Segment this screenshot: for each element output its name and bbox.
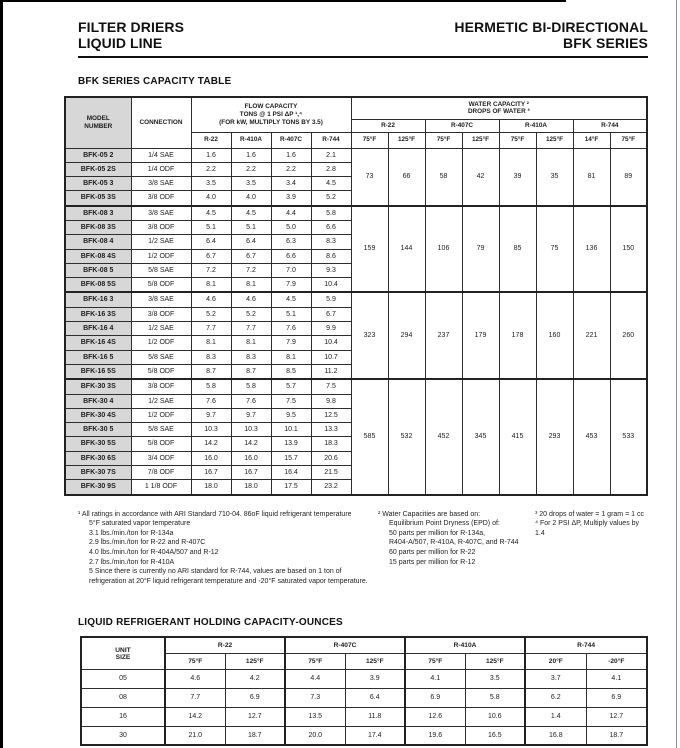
- flow-value-cell: 16.0: [191, 451, 231, 465]
- flow-value-cell: 23.2: [311, 480, 351, 495]
- capacity-row: [65, 292, 647, 307]
- flow-value-cell: 6.4: [191, 235, 231, 249]
- holding-row: [81, 669, 647, 688]
- flow-value-cell: 4.5: [271, 292, 311, 307]
- footnote-line: 2.9 lbs./min./ton for R-22 and R-407C: [89, 539, 206, 547]
- water-value-cell: 160: [536, 292, 573, 379]
- footnote-2: [378, 510, 535, 587]
- flow-value-cell: 5.8: [231, 379, 271, 394]
- col-header-temp-6: 125°F: [536, 132, 573, 148]
- water-value-cell: 178: [499, 292, 536, 379]
- doc-title: [78, 20, 184, 51]
- water-value-cell: 532: [388, 379, 425, 494]
- flow-value-cell: 16.0: [231, 451, 271, 465]
- water-value-cell: 452: [425, 379, 462, 494]
- model-number-cell: BFK-08 5: [65, 263, 131, 277]
- holding-value-cell: 3.9: [345, 669, 405, 688]
- page-top-edge: [0, 0, 566, 2]
- holding-value-cell: 14.2: [165, 707, 225, 726]
- connection-cell: 3/8 ODF: [131, 379, 191, 394]
- col-header-temp-5: 75°F: [499, 132, 536, 148]
- holding-value-cell: 18.7: [586, 726, 647, 745]
- water-value-cell: 533: [610, 379, 647, 494]
- connection-cell: 3/4 ODF: [131, 451, 191, 465]
- hold-temp-6: 125°F: [465, 653, 525, 669]
- model-number-cell: BFK-16 5S: [65, 364, 131, 379]
- footnote-line: 15 parts per million for R-12: [389, 558, 476, 566]
- water-header-line2: DROPS OF WATER ³: [467, 108, 530, 116]
- holding-value-cell: 4.2: [225, 669, 285, 688]
- holding-value-cell: 19.6: [405, 726, 465, 745]
- hold-temp-2: 125°F: [225, 653, 285, 669]
- hold-temp-5: 75°F: [405, 653, 465, 669]
- col-header-flow-r744: R-744: [311, 132, 351, 148]
- holding-value-cell: 4.1: [586, 669, 647, 688]
- flow-value-cell: 16.4: [271, 466, 311, 480]
- holding-row: [81, 726, 647, 745]
- holding-value-cell: 10.6: [465, 707, 525, 726]
- flow-value-cell: 9.9: [311, 322, 351, 336]
- flow-value-cell: 6.7: [191, 249, 231, 263]
- hold-temp-4: 125°F: [345, 653, 405, 669]
- connection-cell: 1/2 SAE: [131, 235, 191, 249]
- capacity-table-title: BFK SERIES CAPACITY TABLE: [78, 76, 232, 87]
- holding-value-cell: 4.4: [285, 669, 345, 688]
- flow-value-cell: 5.2: [231, 307, 271, 321]
- model-number-cell: BFK-16 5: [65, 350, 131, 364]
- col-header-model-number: [65, 97, 131, 148]
- water-value-cell: 293: [536, 379, 573, 494]
- col-header-flow-r410a: R-410A: [231, 132, 271, 148]
- holding-value-cell: 20.0: [285, 726, 345, 745]
- connection-cell: 3/8 SAE: [131, 292, 191, 307]
- col-group-flow-capacity: [191, 97, 351, 132]
- flow-value-cell: 10.4: [311, 278, 351, 293]
- flow-value-cell: 20.6: [311, 451, 351, 465]
- flow-value-cell: 8.5: [271, 364, 311, 379]
- flow-value-cell: 4.5: [231, 206, 271, 221]
- flow-value-cell: 5.2: [191, 307, 231, 321]
- connection-cell: 1/2 ODF: [131, 408, 191, 422]
- water-value-cell: 35: [536, 148, 573, 206]
- flow-value-cell: 5.9: [311, 292, 351, 307]
- flow-value-cell: 7.0: [271, 263, 311, 277]
- flow-value-cell: 7.7: [231, 322, 271, 336]
- footnote-line: 2.7 lbs./min./ton for R-410A: [89, 558, 175, 566]
- model-number-cell: BFK-16 3S: [65, 307, 131, 321]
- holding-value-cell: 16.8: [525, 726, 586, 745]
- connection-cell: 1 1/8 ODF: [131, 480, 191, 495]
- col-header-flow-r22: R-22: [191, 132, 231, 148]
- holding-value-cell: 7.3: [285, 688, 345, 707]
- model-number-cell: BFK-30 5: [65, 423, 131, 437]
- connection-cell: 3/8 SAE: [131, 177, 191, 191]
- col-header-temp-8: 75°F: [610, 132, 647, 148]
- col-header-connection: CONNECTION: [131, 97, 191, 148]
- model-number-cell: BFK-30 4: [65, 394, 131, 408]
- col-header-temp-4: 125°F: [462, 132, 499, 148]
- connection-cell: 7/8 ODF: [131, 466, 191, 480]
- flow-value-cell: 2.1: [311, 148, 351, 162]
- flow-value-cell: 6.6: [271, 249, 311, 263]
- footnotes-3-4: [535, 510, 648, 587]
- water-value-cell: 66: [388, 148, 425, 206]
- footnote-line: 5°F saturated vapor temperature: [89, 520, 191, 528]
- holding-value-cell: 12.7: [225, 707, 285, 726]
- flow-value-cell: 6.3: [271, 235, 311, 249]
- col-header-flow-r407c: R-407C: [271, 132, 311, 148]
- model-number-cell: BFK-30 4S: [65, 408, 131, 422]
- footnote-line: Equilibrium Point Dryness (EPD) of:: [389, 520, 500, 528]
- holding-value-cell: 4.6: [165, 669, 225, 688]
- flow-value-cell: 14.2: [231, 437, 271, 451]
- col-header-hold-r410a: R-410A: [405, 637, 525, 653]
- flow-value-cell: 7.6: [191, 394, 231, 408]
- unit-size-cell: 05: [81, 669, 165, 688]
- flow-value-cell: 8.1: [191, 336, 231, 350]
- capacity-row: [65, 379, 647, 394]
- footnote-line: ² Water Capacities are based on:: [378, 510, 481, 518]
- flow-value-cell: 10.3: [191, 423, 231, 437]
- col-header-water-r407c: R-407C: [425, 119, 499, 132]
- holding-capacity-table: [80, 636, 648, 746]
- flow-value-cell: 3.5: [191, 177, 231, 191]
- hold-temp-3: 75°F: [285, 653, 345, 669]
- flow-value-cell: 13.9: [271, 437, 311, 451]
- holding-value-cell: 13.5: [285, 707, 345, 726]
- flow-value-cell: 2.2: [231, 162, 271, 176]
- flow-value-cell: 7.7: [191, 322, 231, 336]
- flow-value-cell: 7.6: [271, 322, 311, 336]
- holding-value-cell: 21.0: [165, 726, 225, 745]
- model-number-cell: BFK-05 2: [65, 148, 131, 162]
- flow-value-cell: 3.4: [271, 177, 311, 191]
- flow-value-cell: 5.1: [191, 220, 231, 234]
- connection-cell: 5/8 ODF: [131, 364, 191, 379]
- flow-value-cell: 4.5: [191, 206, 231, 221]
- holding-value-cell: 18.7: [225, 726, 285, 745]
- water-value-cell: 58: [425, 148, 462, 206]
- footnote-line: 60 parts per million for R-22: [389, 549, 476, 556]
- holding-value-cell: 3.7: [525, 669, 586, 688]
- flow-value-cell: 8.3: [231, 350, 271, 364]
- flow-value-cell: 7.2: [191, 263, 231, 277]
- model-number-cell: BFK-05 3S: [65, 191, 131, 206]
- flow-value-cell: 5.2: [311, 191, 351, 206]
- water-value-cell: 106: [425, 206, 462, 293]
- flow-value-cell: 11.2: [311, 364, 351, 379]
- col-header-water-r410a: R-410A: [499, 119, 573, 132]
- flow-value-cell: 8.7: [191, 364, 231, 379]
- footnote-line: 5 Since there is currently no ARI standard for R-744, values are based on 1 ton of: [89, 568, 342, 576]
- datasheet-page: [78, 20, 648, 746]
- flow-value-cell: 1.6: [231, 148, 271, 162]
- flow-value-cell: 17.5: [271, 480, 311, 495]
- flow-value-cell: 10.7: [311, 350, 351, 364]
- holding-value-cell: 4.1: [405, 669, 465, 688]
- water-value-cell: 294: [388, 292, 425, 379]
- water-value-cell: 42: [462, 148, 499, 206]
- flow-value-cell: 4.4: [271, 206, 311, 221]
- footnote-line: ¹ All ratings in accordance with ARI Standard 710-04. 86oF liquid refrigerant temperature: [78, 510, 352, 518]
- flow-value-cell: 2.2: [191, 162, 231, 176]
- model-number-cell: BFK-30 3S: [65, 379, 131, 394]
- connection-cell: 5/8 ODF: [131, 278, 191, 293]
- page-left-edge: [0, 0, 3, 748]
- water-value-cell: 415: [499, 379, 536, 494]
- capacity-row: [65, 206, 647, 221]
- connection-cell: 1/2 ODF: [131, 336, 191, 350]
- flow-value-cell: 4.5: [311, 177, 351, 191]
- footnote-line: refrigeration at 20°F liquid refrigerant temperature and -20°F saturated vapor temperature.: [89, 577, 368, 585]
- flow-value-cell: 5.1: [271, 307, 311, 321]
- flow-value-cell: 10.3: [231, 423, 271, 437]
- water-value-cell: 136: [573, 206, 610, 293]
- flow-value-cell: 3.5: [231, 177, 271, 191]
- flow-value-cell: 15.7: [271, 451, 311, 465]
- holding-value-cell: 1.4: [525, 707, 586, 726]
- flow-value-cell: 6.7: [311, 307, 351, 321]
- holding-value-cell: 12.6: [405, 707, 465, 726]
- holding-value-cell: 11.8: [345, 707, 405, 726]
- model-number-cell: BFK-16 3: [65, 292, 131, 307]
- flow-value-cell: 9.8: [311, 394, 351, 408]
- connection-cell: 1/2 SAE: [131, 322, 191, 336]
- flow-value-cell: 5.7: [271, 379, 311, 394]
- flow-value-cell: 6.4: [231, 235, 271, 249]
- water-value-cell: 39: [499, 148, 536, 206]
- flow-value-cell: 5.1: [231, 220, 271, 234]
- unit-header-line2: SIZE: [115, 653, 131, 661]
- holding-value-cell: 16.5: [465, 726, 525, 745]
- flow-value-cell: 9.7: [191, 408, 231, 422]
- connection-cell: 5/8 SAE: [131, 263, 191, 277]
- holding-value-cell: 6.9: [225, 688, 285, 707]
- flow-value-cell: 8.1: [271, 350, 311, 364]
- holding-value-cell: 12.7: [586, 707, 647, 726]
- water-value-cell: 89: [610, 148, 647, 206]
- footnote-1: [78, 510, 378, 587]
- capacity-row: [65, 148, 647, 162]
- holding-row: [81, 707, 647, 726]
- holding-table-title: LIQUID REFRIGERANT HOLDING CAPACITY-OUNCES: [78, 617, 343, 629]
- flow-value-cell: 10.1: [271, 423, 311, 437]
- col-header-temp-2: 125°F: [388, 132, 425, 148]
- flow-value-cell: 16.7: [191, 466, 231, 480]
- doc-series-line1: HERMETIC BI-DIRECTIONAL: [454, 19, 648, 35]
- flow-value-cell: 8.1: [231, 278, 271, 293]
- holding-value-cell: 7.7: [165, 688, 225, 707]
- flow-value-cell: 8.1: [191, 278, 231, 293]
- connection-cell: 3/8 ODF: [131, 220, 191, 234]
- water-value-cell: 585: [351, 379, 388, 494]
- doc-series: [454, 20, 648, 51]
- footnote-line: ³ 20 drops of water = 1 gram = 1 cc: [535, 510, 644, 518]
- flow-value-cell: 8.6: [311, 249, 351, 263]
- connection-cell: 1/4 SAE: [131, 148, 191, 162]
- water-value-cell: 144: [388, 206, 425, 293]
- flow-value-cell: 7.6: [231, 394, 271, 408]
- flow-value-cell: 4.6: [191, 292, 231, 307]
- footnote-line: R404-A/507, R-410A, R-407C, and R-744: [389, 539, 519, 547]
- flow-value-cell: 9.5: [271, 408, 311, 422]
- water-value-cell: 75: [536, 206, 573, 293]
- model-number-cell: BFK-08 3S: [65, 220, 131, 234]
- holding-value-cell: 3.5: [465, 669, 525, 688]
- doc-series-line2: BFK SERIES: [562, 34, 648, 51]
- flow-value-cell: 6.7: [231, 249, 271, 263]
- flow-value-cell: 16.7: [231, 466, 271, 480]
- flow-value-cell: 14.2: [191, 437, 231, 451]
- flow-value-cell: 6.6: [311, 220, 351, 234]
- flow-header-line1: FLOW CAPACITY: [244, 103, 298, 111]
- holding-row: [81, 688, 647, 707]
- water-value-cell: 159: [351, 206, 388, 293]
- header-rule: [78, 56, 648, 58]
- connection-cell: 3/8 ODF: [131, 191, 191, 206]
- footnotes: [78, 510, 648, 587]
- flow-value-cell: 9.7: [231, 408, 271, 422]
- model-number-cell: BFK-05 2S: [65, 162, 131, 176]
- water-value-cell: 150: [610, 206, 647, 293]
- doc-header: [78, 20, 648, 51]
- model-number-cell: BFK-08 5S: [65, 278, 131, 293]
- water-value-cell: 237: [425, 292, 462, 379]
- unit-header-line1: UNIT: [115, 646, 131, 654]
- col-header-temp-3: 75°F: [425, 132, 462, 148]
- hold-temp-8: -20°F: [586, 653, 647, 669]
- flow-value-cell: 4.6: [231, 292, 271, 307]
- connection-cell: 3/8 ODF: [131, 307, 191, 321]
- flow-value-cell: 7.2: [231, 263, 271, 277]
- model-number-cell: BFK-30 9S: [65, 480, 131, 495]
- model-number-cell: BFK-08 3: [65, 206, 131, 221]
- flow-value-cell: 9.3: [311, 263, 351, 277]
- connection-cell: 3/8 SAE: [131, 206, 191, 221]
- flow-value-cell: 5.8: [191, 379, 231, 394]
- holding-value-cell: 17.4: [345, 726, 405, 745]
- model-header-line2: NUMBER: [84, 122, 113, 130]
- water-value-cell: 79: [462, 206, 499, 293]
- flow-header-line3: (FOR kW, MULTIPLY TONS BY 3.5): [219, 118, 323, 126]
- flow-value-cell: 18.3: [311, 437, 351, 451]
- footnote-line: 4.0 lbs./min./ton for R-404A/507 and R-12: [89, 549, 219, 556]
- water-header-line1: WATER CAPACITY ²: [468, 100, 529, 108]
- flow-value-cell: 21.5: [311, 466, 351, 480]
- model-number-cell: BFK-16 4S: [65, 336, 131, 350]
- water-value-cell: 453: [573, 379, 610, 494]
- page-right-edge: [676, 0, 677, 748]
- flow-value-cell: 10.4: [311, 336, 351, 350]
- holding-value-cell: 6.4: [345, 688, 405, 707]
- water-value-cell: 85: [499, 206, 536, 293]
- connection-cell: 1/2 SAE: [131, 394, 191, 408]
- doc-title-line2: LIQUID LINE: [78, 34, 163, 51]
- unit-size-cell: 30: [81, 726, 165, 745]
- flow-value-cell: 2.8: [311, 162, 351, 176]
- flow-value-cell: 3.9: [271, 191, 311, 206]
- connection-cell: 5/8 ODF: [131, 437, 191, 451]
- hold-temp-1: 75°F: [165, 653, 225, 669]
- col-header-unit-size: [81, 637, 165, 669]
- water-value-cell: 73: [351, 148, 388, 206]
- connection-cell: 1/2 ODF: [131, 249, 191, 263]
- col-header-temp-1: 75°F: [351, 132, 388, 148]
- flow-value-cell: 8.3: [311, 235, 351, 249]
- unit-size-cell: 16: [81, 707, 165, 726]
- col-header-water-r22: R-22: [351, 119, 425, 132]
- water-value-cell: 179: [462, 292, 499, 379]
- water-value-cell: 221: [573, 292, 610, 379]
- model-number-cell: BFK-30 7S: [65, 466, 131, 480]
- holding-value-cell: 6.9: [586, 688, 647, 707]
- col-header-hold-r744: R-744: [525, 637, 647, 653]
- flow-value-cell: 7.9: [271, 336, 311, 350]
- unit-size-cell: 08: [81, 688, 165, 707]
- flow-value-cell: 13.3: [311, 423, 351, 437]
- water-value-cell: 260: [610, 292, 647, 379]
- flow-value-cell: 4.0: [191, 191, 231, 206]
- holding-value-cell: 6.2: [525, 688, 586, 707]
- flow-value-cell: 18.0: [231, 480, 271, 495]
- model-number-cell: BFK-08 4: [65, 235, 131, 249]
- col-header-water-r744: R-744: [573, 119, 647, 132]
- flow-value-cell: 7.5: [271, 394, 311, 408]
- flow-value-cell: 8.7: [231, 364, 271, 379]
- flow-value-cell: 2.2: [271, 162, 311, 176]
- flow-header-line2: TONS @ 1 PSI ΔP ¹,⁴: [239, 110, 303, 118]
- flow-value-cell: 7.5: [311, 379, 351, 394]
- connection-cell: 5/8 SAE: [131, 423, 191, 437]
- footnote-line: 50 parts per million for R-134a,: [389, 529, 486, 537]
- model-number-cell: BFK-16 4: [65, 322, 131, 336]
- footnote-line: ⁴ For 2 PSI ΔP, Multiply values by 1.4: [535, 520, 640, 537]
- flow-value-cell: 5.0: [271, 220, 311, 234]
- col-header-hold-r22: R-22: [165, 637, 285, 653]
- water-value-cell: 345: [462, 379, 499, 494]
- model-header-line1: MODEL: [86, 115, 110, 123]
- flow-value-cell: 7.9: [271, 278, 311, 293]
- model-number-cell: BFK-30 5S: [65, 437, 131, 451]
- connection-cell: 5/8 SAE: [131, 350, 191, 364]
- flow-value-cell: 18.0: [191, 480, 231, 495]
- connection-cell: 1/4 ODF: [131, 162, 191, 176]
- water-value-cell: 81: [573, 148, 610, 206]
- flow-value-cell: 8.1: [231, 336, 271, 350]
- doc-title-line1: FILTER DRIERS: [78, 19, 185, 35]
- hold-temp-7: 20°F: [525, 653, 586, 669]
- flow-value-cell: 8.3: [191, 350, 231, 364]
- model-number-cell: BFK-30 6S: [65, 451, 131, 465]
- capacity-table: [64, 96, 648, 496]
- flow-value-cell: 4.0: [231, 191, 271, 206]
- holding-value-cell: 5.8: [465, 688, 525, 707]
- flow-value-cell: 1.6: [191, 148, 231, 162]
- flow-value-cell: 5.8: [311, 206, 351, 221]
- footnote-line: 3.1 lbs./min./ton for R-134a: [89, 529, 174, 537]
- flow-value-cell: 12.5: [311, 408, 351, 422]
- col-header-hold-r407c: R-407C: [285, 637, 405, 653]
- model-number-cell: BFK-08 4S: [65, 249, 131, 263]
- col-group-water-capacity: [351, 97, 647, 119]
- water-value-cell: 323: [351, 292, 388, 379]
- holding-value-cell: 6.9: [405, 688, 465, 707]
- model-number-cell: BFK-05 3: [65, 177, 131, 191]
- col-header-temp-7: 14°F: [573, 132, 610, 148]
- flow-value-cell: 1.6: [271, 148, 311, 162]
